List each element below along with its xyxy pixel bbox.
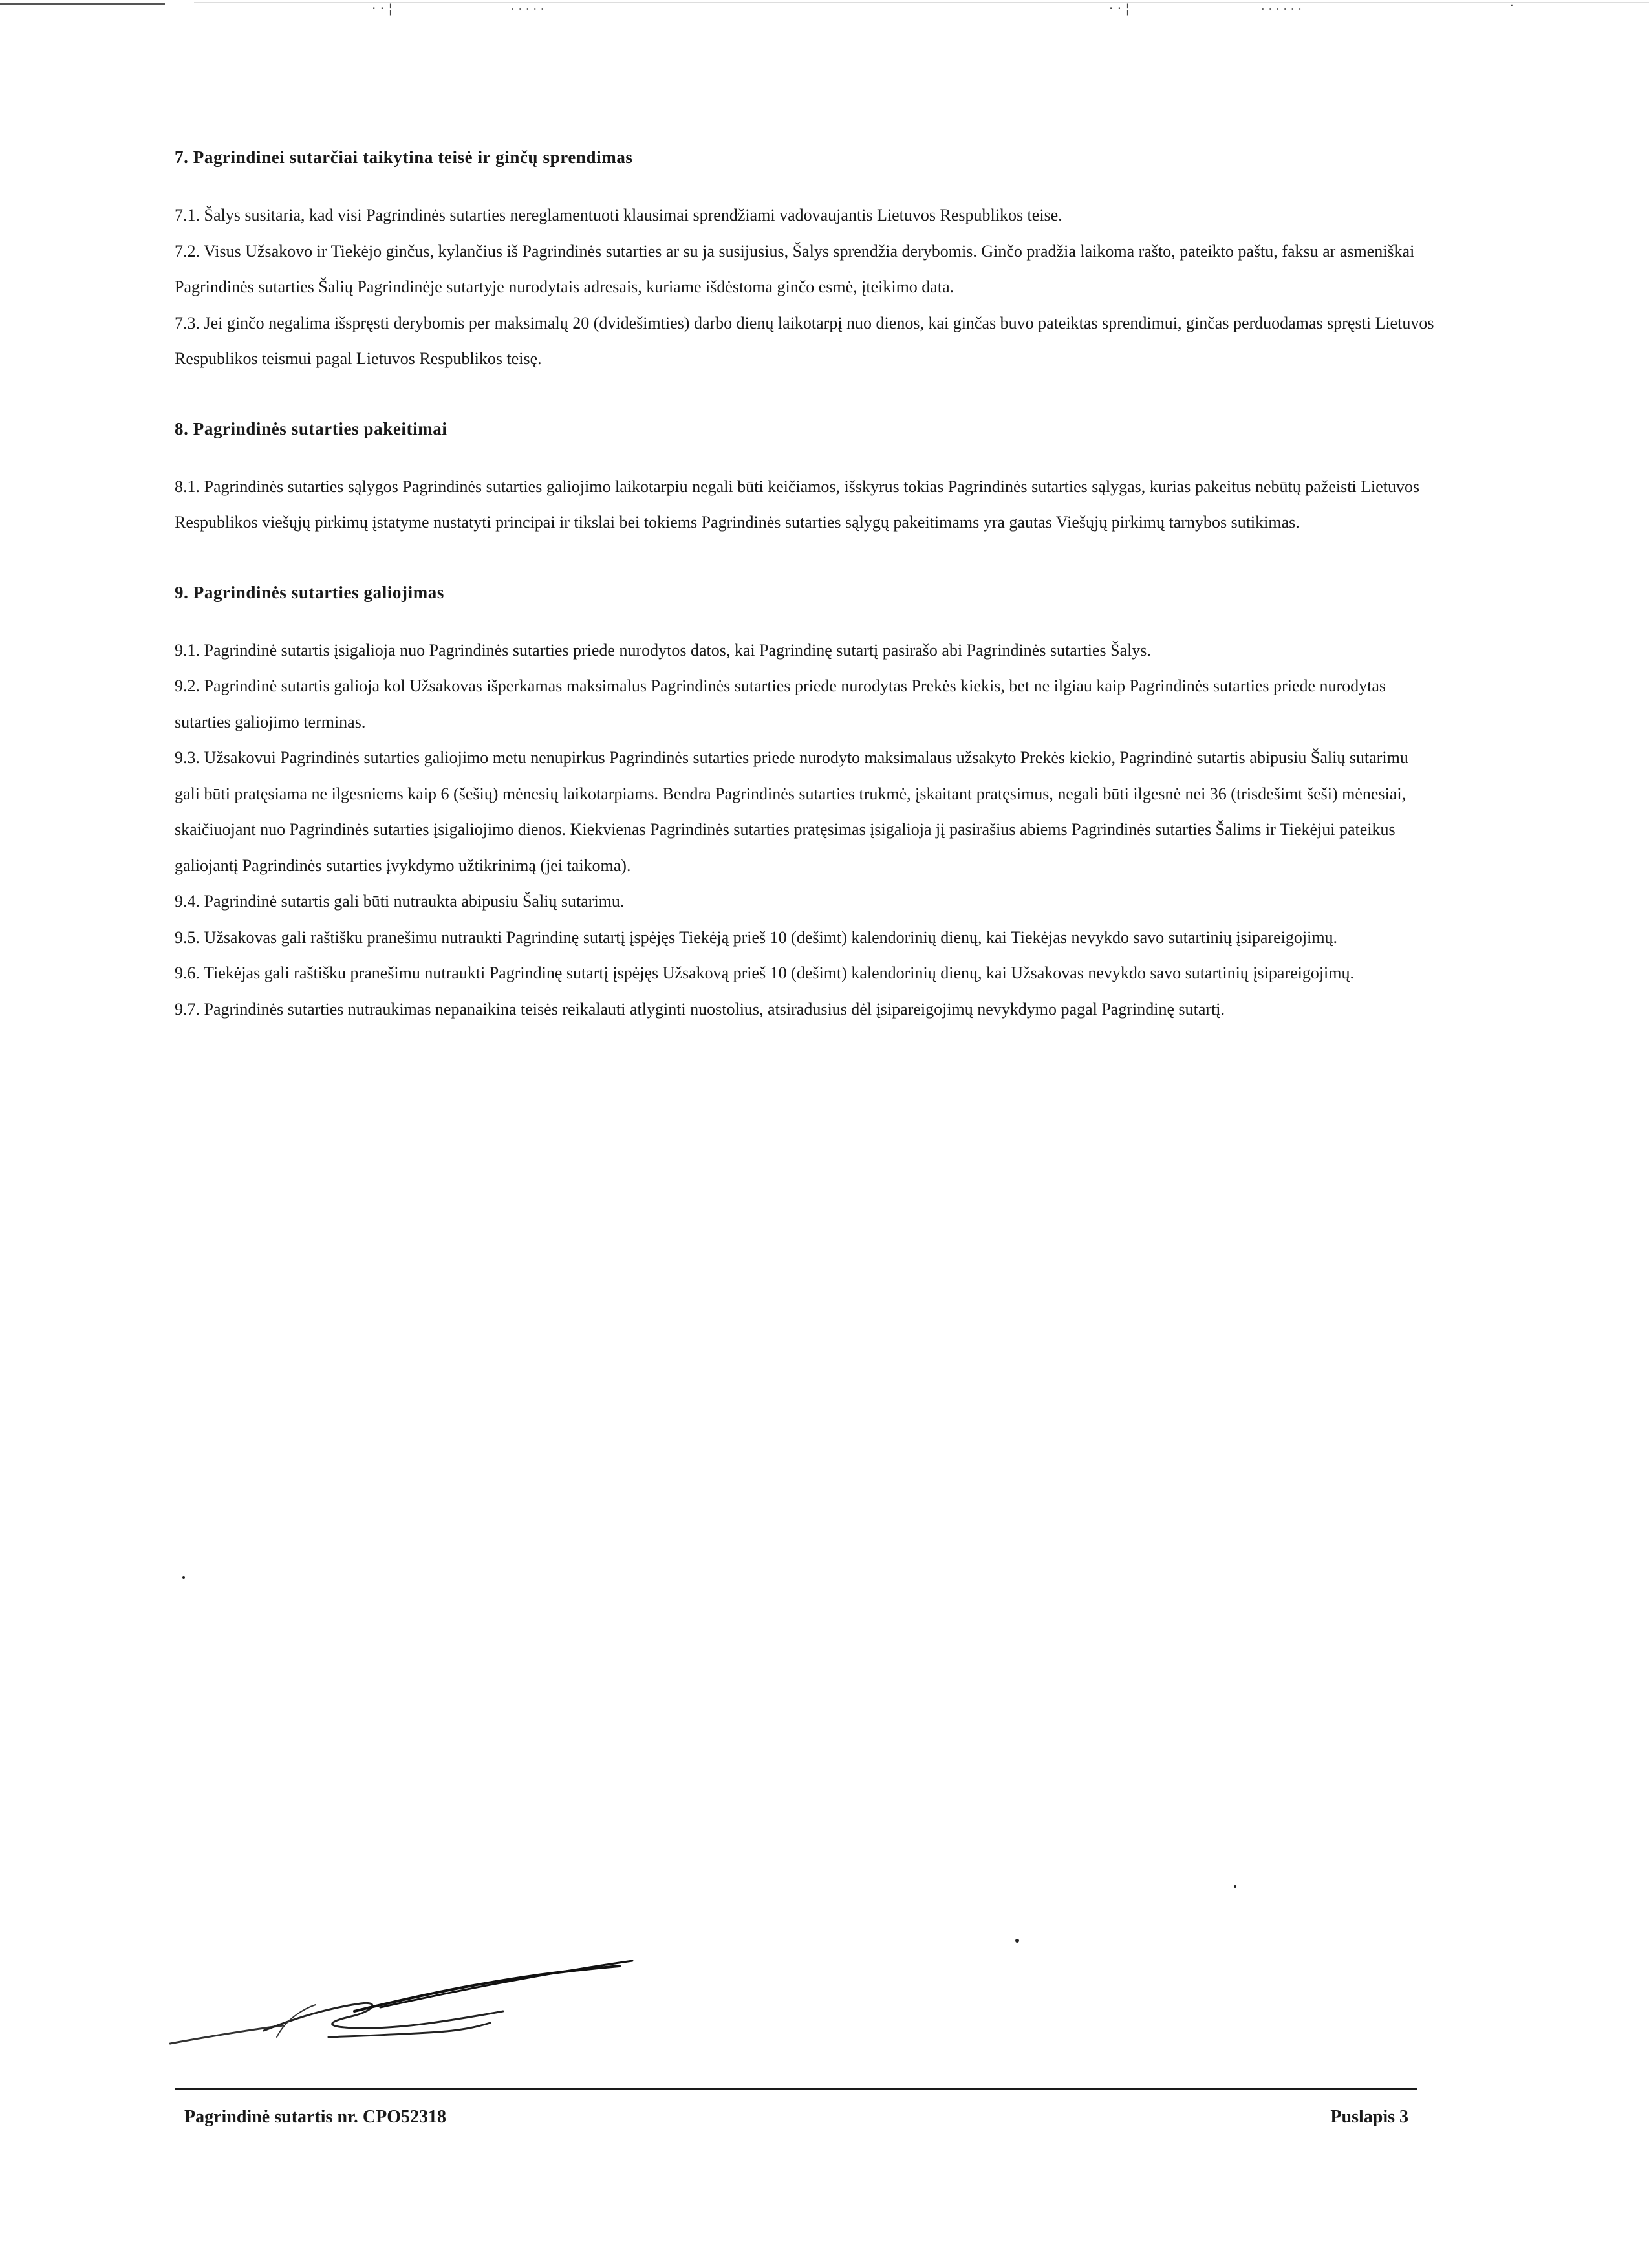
section-title: 9. Pagrindinės sutarties galiojimas [175, 582, 444, 602]
clause-7-2: 7.2. Visus Užsakovo ir Tiekėjo ginčus, kylančius iš Pagrindinės sutarties ar su ja susijusius, Šalys sprendžia derybomis. Ginčo pradžia laikoma rašto, pateikto paštu, faksu ar asmeniškai Pagrindinės sutarties Šalių Pagrindinėje sutartyje nurodytais adresais, kuriame išdėstoma ginčo esmė, įteikimo data. [175, 241, 1415, 296]
svg-text:· · ¦: · · ¦ [1109, 1, 1130, 16]
svg-text:· · ¦: · · ¦ [372, 1, 393, 16]
signature [167, 1940, 645, 2063]
clause-7-1: 7.1. Šalys susitaria, kad visi Pagrindinės sutarties nereglamentuoti klausimai sprendžiami vadovaujantis Lietuvos Respublikos teise. [175, 206, 1062, 224]
clause-9-1: 9.1. Pagrindinė sutartis įsigalioja nuo Pagrindinės sutarties priede nurodytos datos, kai Pagrindinę sutartį pasirašo abi Pagrindinės sutarties Šalys. [175, 640, 1151, 660]
svg-text:· · · · ·: · · · · · [511, 3, 544, 16]
scan-speck [1234, 1885, 1236, 1888]
clause-9-5: 9.5. Užsakovas gali raštišku pranešimu nutraukti Pagrindinę sutartį įspėjęs Tiekėją prieš 10 (dešimt) kalendorinių dienų, kai Tiekėjas nevykdo savo sutartinių įsipareigojimų. [175, 927, 1338, 947]
scan-speck [1015, 1939, 1019, 1943]
svg-text:· · · · · ·: · · · · · · [1261, 3, 1302, 16]
section-title: 8. Pagrindinės sutarties pakeitimai [175, 418, 447, 438]
section-7 [175, 146, 1436, 377]
section-title: 7. Pagrindinei sutarčiai taikytina teisė ir ginčų sprendimas [175, 147, 633, 167]
section-8 [175, 417, 1436, 541]
clause-9-7: 9.7. Pagrindinės sutarties nutraukimas nepanaikina teisės reikalauti atlyginti nuostolius, atsiradusius dėl įsipareigojimų nevykdymo pagal Pagrindinę sutartį. [175, 999, 1225, 1019]
clause-7-3: 7.3. Jei ginčo negalima išspręsti derybomis per maksimalų 20 (dvidešimties) darbo dienų laikotarpį nuo dienos, kai ginčas buvo pateiktas sprendimui, ginčas perduodamas spręsti Lietuvos Respublikos teismui pagal Lietuvos Respublikos teisę. [175, 313, 1434, 368]
clause-9-6: 9.6. Tiekėjas gali raštišku pranešimu nutraukti Pagrindinę sutartį įspėjęs Užsakovą prieš 10 (dešimt) kalendorinių dienų, kai Užsakovas nevykdo savo sutartinių įsipareigojimų. [175, 964, 1354, 982]
svg-text:·: · [1510, 0, 1514, 12]
clause-8-1: 8.1. Pagrindinės sutarties sąlygos Pagrindinės sutarties galiojimo laikotarpiu negali būti keičiamos, išskyrus tokias Pagrindinės sutarties sąlygas, kurias pakeitus nebūtų pažeisti Lietuvos Respublikos viešųjų pirkimų įstatyme nustatyti principai ir tikslai bei tokiems Pagrindinės sutarties sąlygų pakeitimams yra gautas Viešųjų pirkimų tarnybos sutikimas. [175, 477, 1420, 532]
section-9 [175, 581, 1436, 1028]
scan-speck [182, 1576, 185, 1579]
document-body [175, 146, 1436, 1067]
footer-divider [175, 2088, 1417, 2090]
footer-page-number: Puslapis 3 [1330, 2107, 1408, 2127]
scan-edge-noise [0, 0, 1649, 26]
clause-9-2: 9.2. Pagrindinė sutartis galioja kol Užsakovas išperkamas maksimalus Pagrindinės sutarties priede nurodytas Prekės kiekis, bet ne ilgiau kaip Pagrindinės sutarties priede nurodytas sutarties galiojimo terminas. [175, 676, 1386, 731]
clause-9-3: 9.3. Užsakovui Pagrindinės sutarties galiojimo metu nenupirkus Pagrindinės sutarties priede nurodyto maksimalaus užsakyto Prekės kiekio, Pagrindinė sutartis abipusiu Šalių sutarimu gali būti pratęsiama ne ilgesniems kaip 6 (šešių) mėnesių laikotarpiams. Bendra Pagrindinės sutarties trukmė, įskaitant pratęsimus, negali būti ilgesnė nei 36 (trisdešimt šeši) mėnesiai, skaičiuojant nuo Pagrindinės sutarties įsigaliojimo dienos. Kiekvienas Pagrindinės sutarties pratęsimas įsigalioja jį pasirašius abiems Pagrindinės sutarties Šalims ir Tiekėjui pateikus galiojantį Pagrindinės sutarties įvykdymo užtikrinimą (jei taikoma). [175, 748, 1408, 875]
footer-contract-number: Pagrindinė sutartis nr. CPO52318 [184, 2107, 446, 2127]
clause-9-4: 9.4. Pagrindinė sutartis gali būti nutraukta abipusiu Šalių sutarimu. [175, 892, 625, 911]
